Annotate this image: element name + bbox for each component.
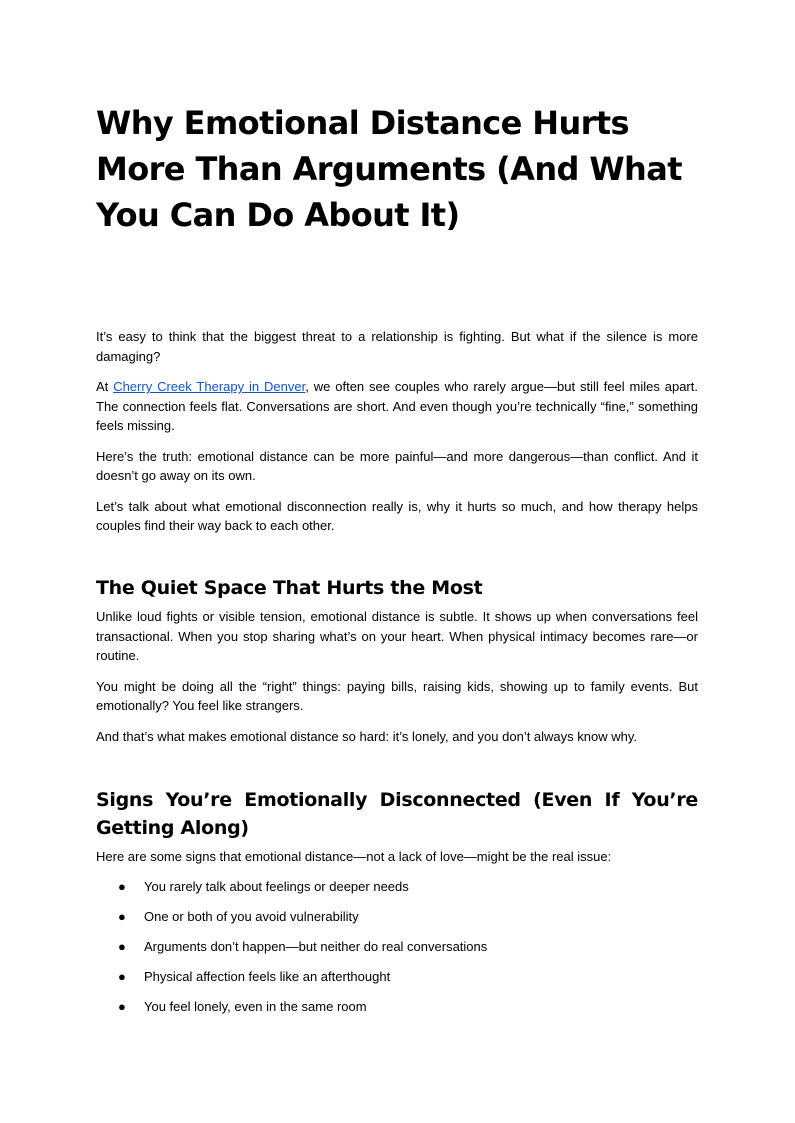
section-heading-quiet-space: The Quiet Space That Hurts the Most [96, 577, 483, 599]
bullet-icon: ● [118, 968, 126, 984]
list-item-text: Physical affection feels like an afterthought [144, 968, 391, 984]
list-item-text: Arguments don’t happen—but neither do real conversations [144, 938, 488, 954]
quiet-space-paragraph-3: And that’s what makes emotional distance so hard: it’s lonely, and you don’t always know why. [96, 728, 637, 744]
intro-paragraph-2 [96, 377, 698, 436]
bullet-icon: ● [118, 998, 126, 1014]
list-item [96, 937, 698, 957]
list-item [96, 997, 698, 1017]
cherry-creek-therapy-link[interactable]: Cherry Creek Therapy in Denver [113, 379, 306, 394]
page-title: Why Emotional Distance Hurts More Than Arguments (And What You Can Do About It) [96, 104, 682, 234]
list-item-text: You feel lonely, even in the same room [144, 998, 367, 1014]
list-item-text: You rarely talk about feelings or deeper needs [144, 878, 409, 894]
section-quiet-space [96, 574, 698, 757]
bullet-icon: ● [118, 878, 126, 894]
list-item [96, 907, 698, 927]
intro-paragraph-1: It’s easy to think that the biggest threat to a relationship is fighting. But what if the silence is more damaging? [96, 329, 698, 364]
section-signs [96, 786, 698, 1027]
intro-paragraph-2-end: , we often see couples who rarely argue—but still feel miles apart. The connection feels flat. Conversations are short. And even though you’re technically “fine,” something feels missing. [96, 379, 698, 433]
signs-list [96, 877, 698, 1017]
intro-paragraph-3: Here’s the truth: emotional distance can be more painful—and more dangerous—than conflict. And it doesn’t go away on its own. [96, 448, 698, 483]
intro-paragraph-4: Let’s talk about what emotional disconnection really is, why it hurts so much, and how therapy helps couples find their way back to each other. [96, 498, 698, 533]
list-item [96, 967, 698, 987]
quiet-space-paragraph-1: Unlike loud fights or visible tension, emotional distance is subtle. It shows up when conversations feel transactional. When you stop sharing what’s on your heart. When physical intimacy becomes rare—or routine. [96, 609, 698, 663]
intro-section [96, 327, 698, 547]
list-item-text: One or both of you avoid vulnerability [144, 908, 359, 924]
signs-intro-paragraph: Here are some signs that emotional distance—not a lack of love—might be the real issue: [96, 849, 612, 864]
section-heading-signs: Signs You’re Emotionally Disconnected (Even If You’re Getting Along) [96, 789, 698, 839]
bullet-icon: ● [118, 908, 126, 924]
bullet-icon: ● [118, 938, 126, 954]
quiet-space-paragraph-2: You might be doing all the “right” things: paying bills, raising kids, showing up to family events. But emotionally? You feel like strangers. [96, 678, 698, 713]
list-item [96, 877, 698, 897]
intro-paragraph-2-start: At [96, 379, 114, 394]
